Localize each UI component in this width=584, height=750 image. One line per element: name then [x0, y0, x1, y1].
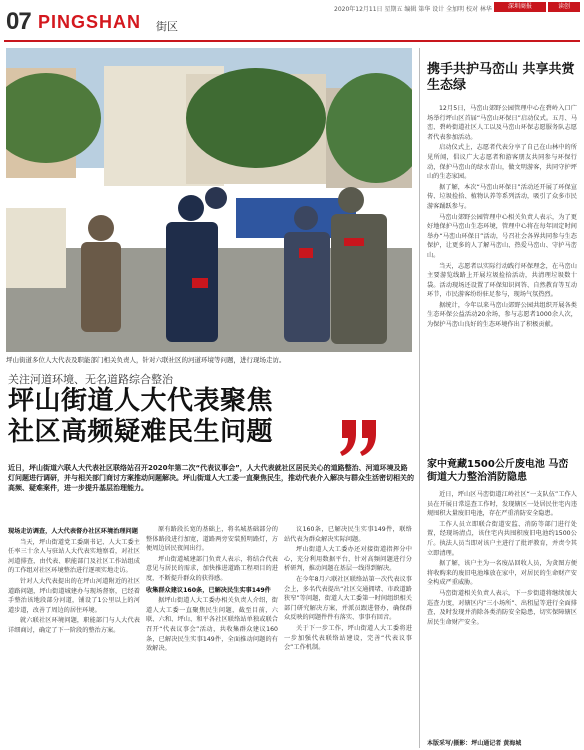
paragraph: 在今年8月六联社区联络站第一次代表议事会上，多名代表提出“社区交通拥堵、市政道路狭窄”等问题，街道人大工委第一时间组织相关部门研究解决方案，并派员跟进督办，确保群众反映的问题件件有落实、事事有回音。 [284, 575, 412, 622]
paragraph: 马峦街道相关负责人表示，下一步街道将继续加大巡查力度，对辖区内“三小场所”、出租屋等进行全面排查，及时发现并消除各类消防安全隐患，切实保障辖区居民生命财产安全。 [427, 589, 577, 626]
side-article-1-title: 携手共护马峦山 共享共赏生态绿 [427, 62, 575, 93]
paragraph: 据了解，该户主为一名废品回收人员，为贪图方便将收购来的废旧电池堆放在家中，对居民的生命财产安全构成严重威胁。 [427, 560, 577, 587]
paragraph: 据坪山街道人大工委办相关负责人介绍，街道人大工委一直聚焦民生问题，截至目前，六联、六和、坪山、和平各社区联络站单独或联合召开“代表议事会”活动，共收集群众建议160条，已解决民生实事149件，全面推动问题的有效解决。 [146, 597, 278, 653]
header-rule [4, 40, 580, 42]
app-logo: 读创 [548, 2, 580, 12]
article-column-2 [146, 525, 278, 750]
article-lead: 近日，坪山街道六联人大代表社区联络站召开2020年第二次“代表议事会”，人大代表就社区居民关心的道路整治、河道环境及路灯问题进行调研，并与相关部门商讨方案推动问题解决。坪山街道人大工委一直聚焦民生，推动代表介入解决与群众生活密切相关的高频、疑难案件，进一步提升基层治理能力。 [8, 464, 414, 492]
paragraph: 近日，坪山区马峦街道江岭社区“一支队伍”工作人员在开展日常巡查工作时，发现辖区一处居民住宅内违规囤积大量废旧电池，存在严重消防安全隐患。 [427, 491, 577, 518]
article-column-3 [284, 525, 412, 750]
paragraph: 据了解，本次“马峦山环保日”活动还开展了环保宣传、垃圾捡拾、植物认养等系列活动，吸引了众多市民游客踊跃参与。 [427, 183, 577, 210]
paragraph: 就六联社区环境问题，职能部门与人大代表详细商讨，确定了下一阶段的整治方案。 [8, 617, 140, 634]
article-subtitle: 关注河道环境、无名道路综合整治 [8, 373, 173, 386]
paragraph: 原有路段长宽的基础上，将名城基础部分的整体路段进行加宽，道路两旁安装照明路灯，方便周边居民夜间出行。 [146, 526, 278, 553]
newspaper-logo: 深圳商报 [494, 2, 546, 12]
side-article-2-body [427, 490, 577, 730]
article-column-1 [8, 525, 140, 750]
photo-caption: 坪山街道多位人大代表及职能部门相关负责人，针对六联社区的河道环境等问题，进行现场走访。 [6, 356, 286, 364]
paragraph: 当天，志愿者以实际行动践行环保理念，在马峦山主要游览线路上开展垃圾捡拾活动，共清理垃圾数十袋。活动现场还设置了环保知识问答、自然教育等互动环节，市民游客纷纷驻足参与，现场气氛热烈。 [427, 262, 577, 299]
paragraph: 议160条，已解决民生实事149件，联络站代表为群众解决实际问题。 [284, 526, 412, 543]
section-heading: 现场走访调查，人大代表督办社区环境治理问题 [8, 528, 138, 535]
section-name: PINGSHAN [38, 12, 142, 32]
side-article-1-body [427, 104, 577, 450]
paragraph: 针对人大代表提出的在坪山河道附近的社区道路问题，坪山街道城建办与现场督察，已经着手整治该地段部分河道，铺设了1公里以上的河道步道，改善了周边的居住环境。 [8, 577, 140, 614]
paragraph: 工作人员立即联合街道安监、消防等部门进行处置，经现场清点，该住宅内共囤积废旧电池约1500公斤。执法人员当即对该户主进行了批评教育，并责令其立即清理。 [427, 520, 577, 557]
paragraph: 当天，坪山街道党工委副书记、人大工委主任率三十余人与驻站人大代表实地察看，对社区河道排查，由代表、职能部门及社区工作站组成的工作组对社区环境整治进行逐项实地走访。 [8, 538, 140, 575]
byline: 本版采写/摄影：坪山通记者 黄海城 [427, 740, 522, 747]
paragraph: 据统计，今年以来马峦山郊野公园共组织开展各类生态环保公益活动20余场，参与志愿者1000余人次，为保护马峦山良好的生态环境作出了积极贡献。 [427, 301, 577, 329]
article-title [8, 386, 273, 448]
article-title-line1: 坪山街道人大代表聚焦 [8, 386, 274, 416]
paragraph: 12月5日，马峦山郊野公园管理中心在碧岭入口广场举行坪山区首届“马峦山环保日”启动仪式。五月、马峦、碧岭街道社区人工以及马峦山环保志愿服务队志愿者代表参加活动。 [427, 105, 577, 141]
page-number: 07 [6, 8, 31, 35]
news-photo [6, 48, 412, 352]
section-heading: 收集群众建议160条，已解决民生实事149件 [146, 586, 271, 594]
column-divider [419, 48, 420, 748]
quote-mark-icon [338, 416, 380, 460]
article-title-line2: 社区高频疑难民生问题 [8, 417, 274, 447]
paragraph: 关于下一步工作，坪山街道人大工委将进一步加强代表联络站建设，完善“代表议事会”工作机制。 [284, 624, 412, 652]
paragraph: 坪山街道人大工委办还对接街道指挥分中心，充分利用数据平台，针对高频问题进行分析研判，推动问题在基层一线得到解决。 [284, 546, 412, 573]
side-article-2-title: 家中竟藏1500公斤废电池 马峦街道大力整治消防隐患 [427, 459, 569, 483]
photo-illustration [6, 48, 412, 352]
paragraph: 马峦山郊野公园管理中心相关负责人表示，为了更好地保护马峦山生态环境，管理中心将在每年固定时间举办“马峦山环保日”活动，号召社会各界共同参与生态保护，让更多的人了解马峦山、热爱马峦山、守护马峦山。 [427, 213, 577, 259]
date-line: 2020年12月11日 星期五 编辑 第华 设计 全加明 校对 林华 [334, 6, 492, 13]
section-subtitle: 街区 [156, 20, 178, 33]
paragraph: 坪山街道城建部门负责人表示，将结合代表意见与居民的需求，加快推进道路工程项目的进度，不断提升群众的获得感。 [146, 555, 278, 582]
paragraph: 启动仪式上，志愿者代表分享了自己在山林中的所见所闻，倡议广大志愿者和游客朋友共同参与环保行动，保护马峦山的绿水青山，做文明游客，共同守护坪山的生态家园。 [427, 144, 577, 181]
